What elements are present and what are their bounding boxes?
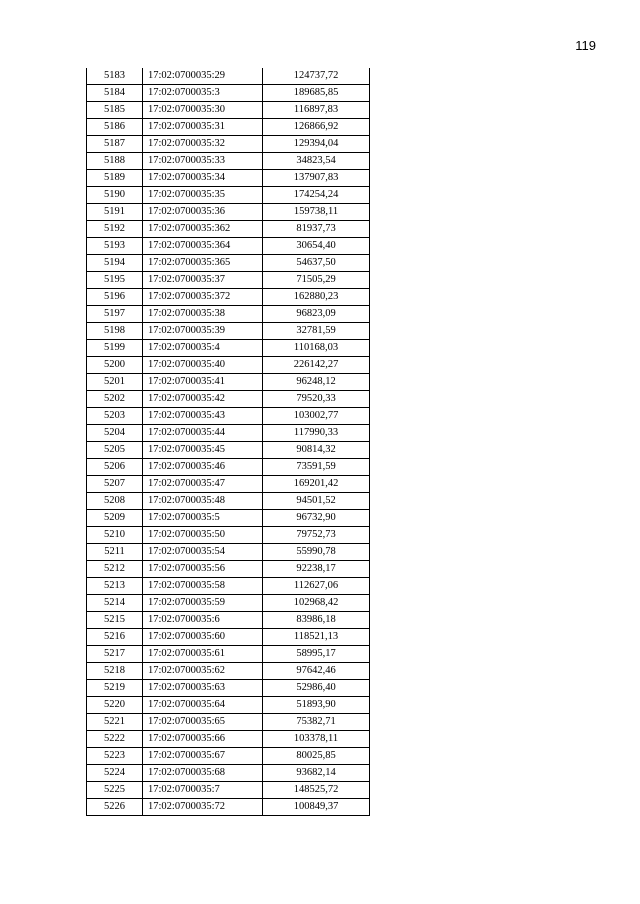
table-row — [87, 102, 370, 119]
cadastral-number-cell: 17:02:0700035:3 — [143, 85, 263, 102]
cadastral-number-cell: 17:02:0700035:362 — [143, 221, 263, 238]
value-cell: 124737,72 — [263, 68, 370, 85]
value-cell: 126866,92 — [263, 119, 370, 136]
table-row — [87, 782, 370, 799]
value-cell: 116897,83 — [263, 102, 370, 119]
cadastral-number-cell: 17:02:0700035:59 — [143, 595, 263, 612]
cadastral-number-cell: 17:02:0700035:29 — [143, 68, 263, 85]
cadastral-number-cell: 17:02:0700035:67 — [143, 748, 263, 765]
cadastral-number-cell: 17:02:0700035:33 — [143, 153, 263, 170]
table-row — [87, 646, 370, 663]
page-number: 119 — [575, 38, 596, 53]
cadastral-number-cell: 17:02:0700035:34 — [143, 170, 263, 187]
cadastral-number-cell: 17:02:0700035:32 — [143, 136, 263, 153]
table-row — [87, 289, 370, 306]
cadastral-number-cell: 17:02:0700035:65 — [143, 714, 263, 731]
value-cell: 226142,27 — [263, 357, 370, 374]
row-number-cell: 5200 — [87, 357, 143, 374]
value-cell: 90814,32 — [263, 442, 370, 459]
value-cell: 54637,50 — [263, 255, 370, 272]
cadastral-number-cell: 17:02:0700035:7 — [143, 782, 263, 799]
value-cell: 79752,73 — [263, 527, 370, 544]
value-cell: 94501,52 — [263, 493, 370, 510]
value-cell: 75382,71 — [263, 714, 370, 731]
row-number-cell: 5191 — [87, 204, 143, 221]
table-row — [87, 799, 370, 816]
cadastral-number-cell: 17:02:0700035:39 — [143, 323, 263, 340]
value-cell: 34823,54 — [263, 153, 370, 170]
cadastral-number-cell: 17:02:0700035:47 — [143, 476, 263, 493]
row-number-cell: 5184 — [87, 85, 143, 102]
table-row — [87, 561, 370, 578]
table-row — [87, 272, 370, 289]
table-row — [87, 765, 370, 782]
row-number-cell: 5198 — [87, 323, 143, 340]
value-cell: 93682,14 — [263, 765, 370, 782]
value-cell: 55990,78 — [263, 544, 370, 561]
cadastral-number-cell: 17:02:0700035:364 — [143, 238, 263, 255]
table-row — [87, 204, 370, 221]
table-row — [87, 697, 370, 714]
row-number-cell: 5217 — [87, 646, 143, 663]
cadastral-number-cell: 17:02:0700035:50 — [143, 527, 263, 544]
table-row — [87, 629, 370, 646]
value-cell: 148525,72 — [263, 782, 370, 799]
value-cell: 81937,73 — [263, 221, 370, 238]
row-number-cell: 5224 — [87, 765, 143, 782]
table-row — [87, 187, 370, 204]
table-row — [87, 323, 370, 340]
row-number-cell: 5207 — [87, 476, 143, 493]
cadastral-number-cell: 17:02:0700035:4 — [143, 340, 263, 357]
row-number-cell: 5199 — [87, 340, 143, 357]
cadastral-number-cell: 17:02:0700035:64 — [143, 697, 263, 714]
table-row — [87, 119, 370, 136]
table-row — [87, 578, 370, 595]
value-cell: 96248,12 — [263, 374, 370, 391]
value-cell: 96732,90 — [263, 510, 370, 527]
row-number-cell: 5201 — [87, 374, 143, 391]
value-cell: 137907,83 — [263, 170, 370, 187]
table-row — [87, 714, 370, 731]
table-row — [87, 306, 370, 323]
value-cell: 118521,13 — [263, 629, 370, 646]
table-row — [87, 374, 370, 391]
table-row — [87, 85, 370, 102]
value-cell: 117990,33 — [263, 425, 370, 442]
table-row — [87, 170, 370, 187]
cadastral-number-cell: 17:02:0700035:60 — [143, 629, 263, 646]
table-row — [87, 544, 370, 561]
row-number-cell: 5188 — [87, 153, 143, 170]
value-cell: 71505,29 — [263, 272, 370, 289]
table-row — [87, 476, 370, 493]
cadastral-number-cell: 17:02:0700035:56 — [143, 561, 263, 578]
row-number-cell: 5210 — [87, 527, 143, 544]
cadastral-number-cell: 17:02:0700035:61 — [143, 646, 263, 663]
cadastral-number-cell: 17:02:0700035:38 — [143, 306, 263, 323]
table-row — [87, 136, 370, 153]
table-row — [87, 680, 370, 697]
row-number-cell: 5197 — [87, 306, 143, 323]
table-row — [87, 459, 370, 476]
value-cell: 169201,42 — [263, 476, 370, 493]
value-cell: 79520,33 — [263, 391, 370, 408]
value-cell: 112627,06 — [263, 578, 370, 595]
value-cell: 32781,59 — [263, 323, 370, 340]
table-body — [87, 68, 370, 816]
cadastral-number-cell: 17:02:0700035:40 — [143, 357, 263, 374]
cadastral-value-table — [86, 68, 370, 816]
value-cell: 102968,42 — [263, 595, 370, 612]
row-number-cell: 5185 — [87, 102, 143, 119]
value-cell: 110168,03 — [263, 340, 370, 357]
row-number-cell: 5204 — [87, 425, 143, 442]
table-row — [87, 595, 370, 612]
row-number-cell: 5225 — [87, 782, 143, 799]
cadastral-number-cell: 17:02:0700035:48 — [143, 493, 263, 510]
cadastral-number-cell: 17:02:0700035:37 — [143, 272, 263, 289]
table-row — [87, 238, 370, 255]
cadastral-number-cell: 17:02:0700035:68 — [143, 765, 263, 782]
row-number-cell: 5190 — [87, 187, 143, 204]
value-cell: 92238,17 — [263, 561, 370, 578]
cadastral-number-cell: 17:02:0700035:31 — [143, 119, 263, 136]
value-cell: 52986,40 — [263, 680, 370, 697]
cadastral-number-cell: 17:02:0700035:43 — [143, 408, 263, 425]
cadastral-number-cell: 17:02:0700035:54 — [143, 544, 263, 561]
row-number-cell: 5193 — [87, 238, 143, 255]
row-number-cell: 5220 — [87, 697, 143, 714]
table-row — [87, 221, 370, 238]
value-cell: 129394,04 — [263, 136, 370, 153]
cadastral-number-cell: 17:02:0700035:41 — [143, 374, 263, 391]
value-cell: 51893,90 — [263, 697, 370, 714]
row-number-cell: 5218 — [87, 663, 143, 680]
value-cell: 103002,77 — [263, 408, 370, 425]
value-cell: 80025,85 — [263, 748, 370, 765]
value-cell: 97642,46 — [263, 663, 370, 680]
table-row — [87, 663, 370, 680]
table-row — [87, 408, 370, 425]
row-number-cell: 5208 — [87, 493, 143, 510]
cadastral-number-cell: 17:02:0700035:5 — [143, 510, 263, 527]
value-cell: 174254,24 — [263, 187, 370, 204]
value-cell: 159738,11 — [263, 204, 370, 221]
table-row — [87, 493, 370, 510]
cadastral-number-cell: 17:02:0700035:63 — [143, 680, 263, 697]
table-row — [87, 731, 370, 748]
row-number-cell: 5212 — [87, 561, 143, 578]
row-number-cell: 5183 — [87, 68, 143, 85]
row-number-cell: 5211 — [87, 544, 143, 561]
row-number-cell: 5202 — [87, 391, 143, 408]
row-number-cell: 5222 — [87, 731, 143, 748]
cadastral-number-cell: 17:02:0700035:62 — [143, 663, 263, 680]
row-number-cell: 5213 — [87, 578, 143, 595]
table-row — [87, 391, 370, 408]
cadastral-number-cell: 17:02:0700035:45 — [143, 442, 263, 459]
row-number-cell: 5194 — [87, 255, 143, 272]
value-cell: 73591,59 — [263, 459, 370, 476]
cadastral-number-cell: 17:02:0700035:42 — [143, 391, 263, 408]
value-cell: 100849,37 — [263, 799, 370, 816]
row-number-cell: 5216 — [87, 629, 143, 646]
cadastral-number-cell: 17:02:0700035:46 — [143, 459, 263, 476]
cadastral-number-cell: 17:02:0700035:58 — [143, 578, 263, 595]
row-number-cell: 5209 — [87, 510, 143, 527]
table-row — [87, 612, 370, 629]
row-number-cell: 5215 — [87, 612, 143, 629]
cadastral-number-cell: 17:02:0700035:6 — [143, 612, 263, 629]
cadastral-number-cell: 17:02:0700035:35 — [143, 187, 263, 204]
row-number-cell: 5219 — [87, 680, 143, 697]
table-row — [87, 442, 370, 459]
value-cell: 96823,09 — [263, 306, 370, 323]
row-number-cell: 5192 — [87, 221, 143, 238]
cadastral-number-cell: 17:02:0700035:36 — [143, 204, 263, 221]
table-row — [87, 748, 370, 765]
value-cell: 58995,17 — [263, 646, 370, 663]
cadastral-number-cell: 17:02:0700035:30 — [143, 102, 263, 119]
row-number-cell: 5187 — [87, 136, 143, 153]
row-number-cell: 5186 — [87, 119, 143, 136]
table-row — [87, 357, 370, 374]
row-number-cell: 5189 — [87, 170, 143, 187]
cadastral-number-cell: 17:02:0700035:66 — [143, 731, 263, 748]
row-number-cell: 5206 — [87, 459, 143, 476]
table-row — [87, 527, 370, 544]
table-row — [87, 340, 370, 357]
value-cell: 189685,85 — [263, 85, 370, 102]
row-number-cell: 5203 — [87, 408, 143, 425]
table-row — [87, 68, 370, 85]
row-number-cell: 5223 — [87, 748, 143, 765]
value-cell: 103378,11 — [263, 731, 370, 748]
cadastral-number-cell: 17:02:0700035:44 — [143, 425, 263, 442]
row-number-cell: 5214 — [87, 595, 143, 612]
value-cell: 162880,23 — [263, 289, 370, 306]
value-cell: 30654,40 — [263, 238, 370, 255]
cadastral-number-cell: 17:02:0700035:372 — [143, 289, 263, 306]
row-number-cell: 5195 — [87, 272, 143, 289]
table-row — [87, 510, 370, 527]
table-row — [87, 425, 370, 442]
row-number-cell: 5226 — [87, 799, 143, 816]
cadastral-number-cell: 17:02:0700035:72 — [143, 799, 263, 816]
row-number-cell: 5196 — [87, 289, 143, 306]
value-cell: 83986,18 — [263, 612, 370, 629]
table-row — [87, 153, 370, 170]
table-row — [87, 255, 370, 272]
row-number-cell: 5221 — [87, 714, 143, 731]
row-number-cell: 5205 — [87, 442, 143, 459]
cadastral-number-cell: 17:02:0700035:365 — [143, 255, 263, 272]
